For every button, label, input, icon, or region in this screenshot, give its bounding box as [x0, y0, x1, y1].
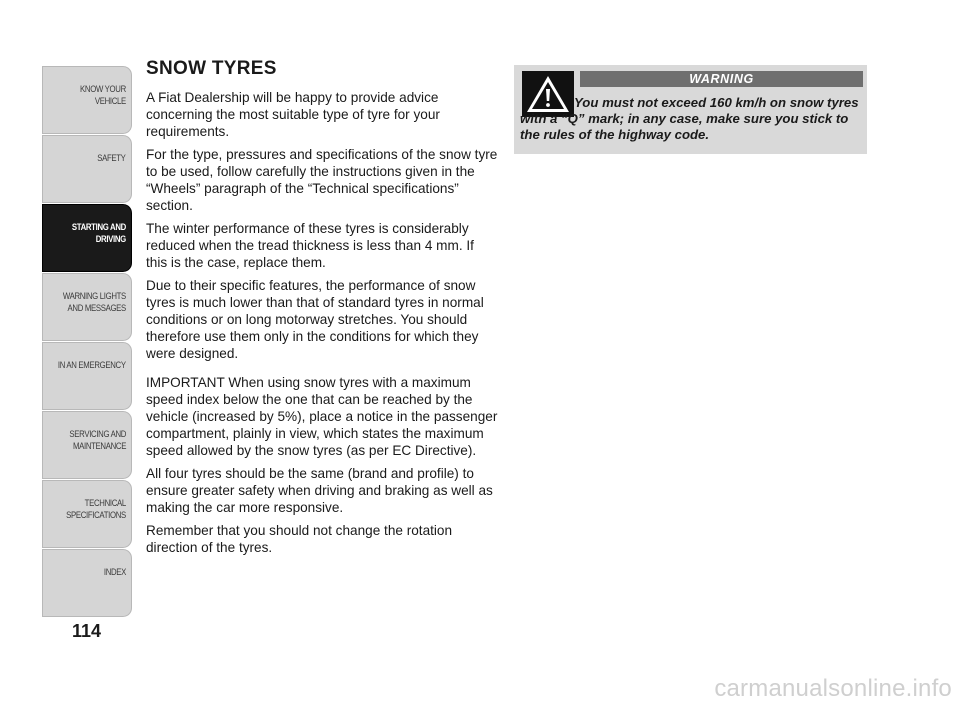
section-title: SNOW TYRES [146, 58, 277, 79]
tab-warning-lights[interactable] [42, 273, 132, 341]
tab-starting-and-driving[interactable] [42, 204, 132, 272]
warning-text [520, 95, 861, 143]
tab-label: WARNING LIGHTS AND MESSAGES [62, 291, 126, 314]
paragraph: Remember that you should not change the rotation direction of the tyres. [146, 523, 453, 555]
tab-know-your-vehicle[interactable] [42, 66, 132, 134]
tab-label: KNOW YOUR VEHICLE [80, 84, 126, 107]
tab-label: IN AN EMERGENCY [58, 360, 126, 371]
tab-technical-specifications[interactable] [42, 480, 132, 548]
watermark: carmanualsonline.info [714, 675, 952, 702]
paragraph: A Fiat Dealership will be happy to provide advice concerning the most suitable type of tyre for your requirements. [146, 90, 440, 139]
tab-in-an-emergency[interactable] [42, 342, 132, 410]
tab-label: SERVICING AND MAINTENANCE [69, 429, 126, 452]
warning-header: WARNING [580, 71, 863, 87]
main-column [146, 60, 498, 562]
tab-label: SAFETY [97, 153, 126, 164]
paragraph: For the type, pressures and specifications of the snow tyre to be used, follow carefully the instructions given in the “Wheels” paragraph of the “Technical specifications” section. [146, 147, 498, 213]
tab-label: STARTING AND DRIVING [71, 222, 126, 245]
important-paragraph: IMPORTANT When using snow tyres with a maximum speed index below the one that can be reached by the vehicle (increased by 5%), place a notice in the passenger compartment, plainly in view, which states the maximum speed allowed by the snow tyres (as per EC Directive). [146, 375, 498, 458]
paragraph: All four tyres should be the same (brand and profile) to ensure greater safety when driving and braking as well as making the car more responsive. [146, 466, 493, 515]
paragraph: The winter performance of these tyres is considerably reduced when the tread thickness is less than 4 mm. If this is the case, replace them. [146, 221, 474, 270]
tab-safety[interactable] [42, 135, 132, 203]
page-number: 114 [72, 621, 102, 641]
tab-label: TECHNICAL SPECIFICATIONS [66, 498, 126, 521]
tab-index[interactable] [42, 549, 132, 617]
tab-servicing-and-maintenance[interactable] [42, 411, 132, 479]
warning-text-body: You must not exceed 160 km/h on snow tyres with a “Q” mark; in any case, make sure you stick to the rules of the highway code. [520, 95, 859, 142]
warning-box [514, 65, 867, 154]
tab-label: INDEX [103, 567, 126, 578]
paragraph: Due to their specific features, the performance of snow tyres is much lower than that of standard tyres in normal conditions or on long motorway stretches. You should therefore use them only in the conditions for which they were designed. [146, 278, 484, 361]
chapter-tabs [42, 66, 132, 618]
